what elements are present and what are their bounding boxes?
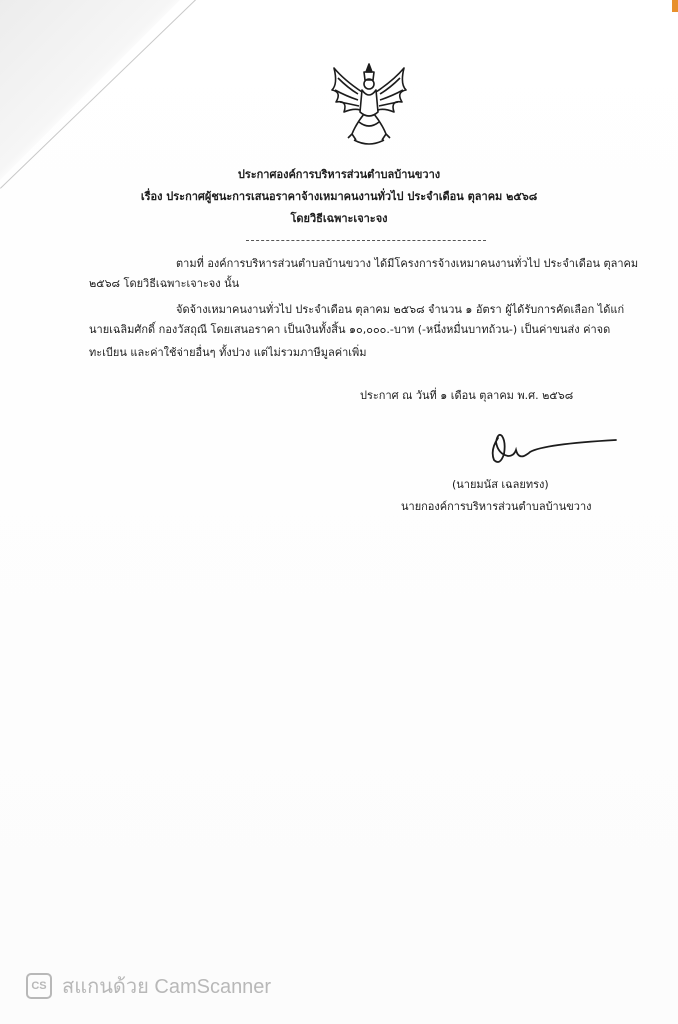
corner-tab: [672, 0, 678, 12]
dashed-divider: [246, 240, 486, 241]
announcement-subject: เรื่อง ประกาศผู้ชนะการเสนอราคาจ้างเหมาคนงานทั่วไป ประจำเดือน ตุลาคม ๒๕๖๘: [140, 190, 538, 203]
paragraph-2-line-1: จัดจ้างเหมาคนงานทั่วไป ประจำเดือน ตุลาคม ๒๕๖๘ จำนวน ๑ อัตรา ผู้ได้รับการคัดเลือก ได้แก่: [176, 303, 625, 316]
folded-corner: [0, 0, 200, 220]
announcement-date: ประกาศ ณ วันที่ ๑ เดือน ตุลาคม พ.ศ. ๒๕๖๘: [360, 389, 574, 402]
paragraph-2-line-3: ทะเบียน และค่าใช้จ่ายอื่นๆ ทั้งปวง แต่ไม่รวมภาษีมูลค่าเพิ่ม: [89, 346, 367, 359]
signature-icon: [484, 428, 620, 468]
watermark-text: สแกนด้วย CamScanner: [62, 976, 272, 998]
camscanner-watermark: [26, 970, 271, 1002]
paragraph-1-line-1: ตามที่ องค์การบริหารส่วนตำบลบ้านขวาง ได้มีโครงการจ้างเหมาคนงานทั่วไป ประจำเดือน ตุลาคม: [176, 257, 639, 270]
procurement-method: โดยวิธีเฉพาะเจาะจง: [290, 212, 388, 225]
signer-name: (นายมนัส เฉลยทรง): [452, 478, 549, 491]
paragraph-1-line-2: ๒๕๖๘ โดยวิธีเฉพาะเจาะจง นั้น: [89, 277, 240, 290]
signer-position: นายกองค์การบริหารส่วนตำบลบ้านขวาง: [401, 500, 592, 513]
garuda-emblem-icon: [326, 60, 412, 148]
paragraph-2-line-2: นายเฉลิมศักดิ์ กองวัสถุณี โดยเสนอราคา เป็นเงินทั้งสิ้น ๑๐,๐๐๐.-บาท (-หนึ่งหมื่นบาทถ้วน-) เป็นค่าขนส่ง ค่าจด: [89, 323, 611, 336]
announcement-title: ประกาศองค์การบริหารส่วนตำบลบ้านขวาง: [237, 168, 441, 181]
camscanner-icon: CS: [26, 973, 52, 999]
